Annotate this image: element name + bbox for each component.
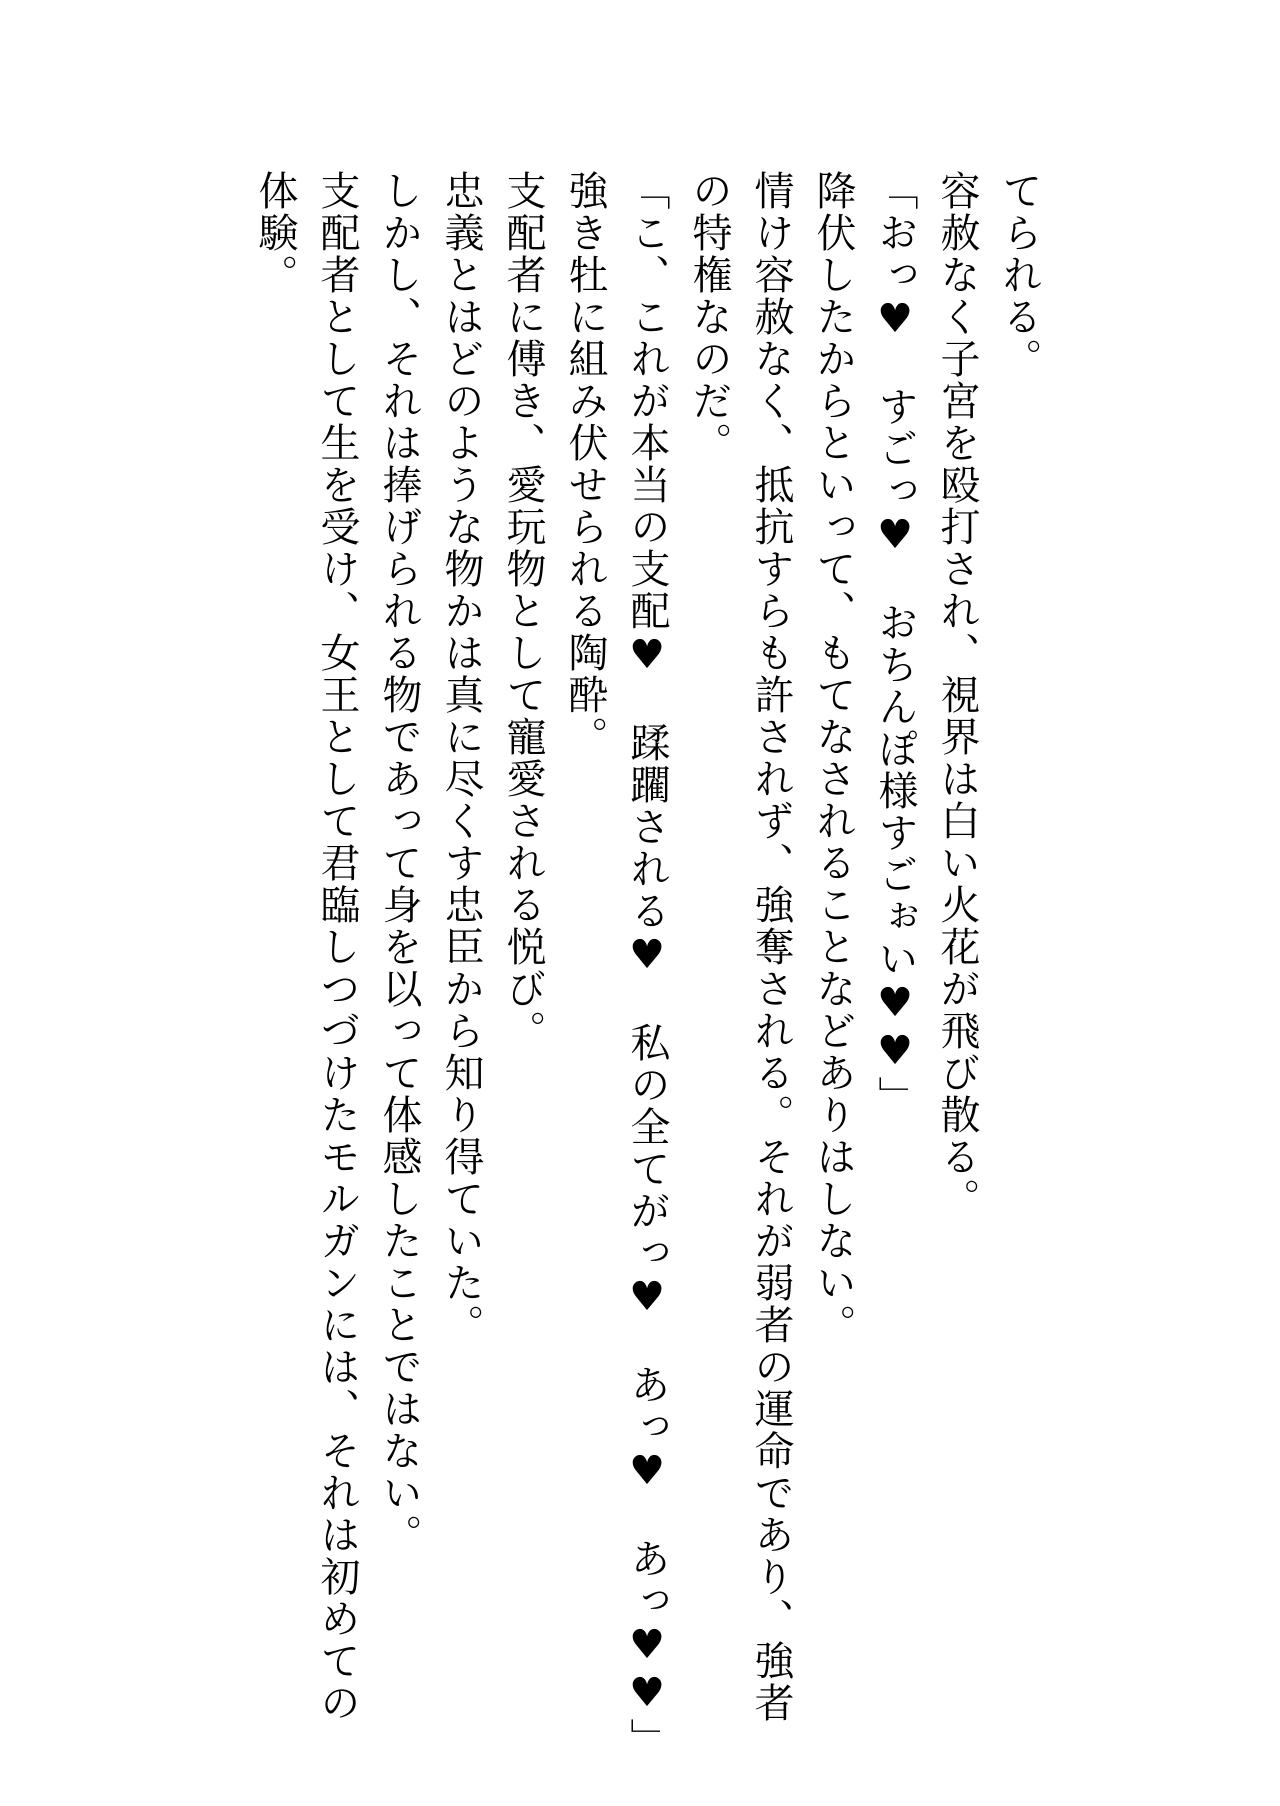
text-line: 降伏したからといって、もてなされることなどありはしない。 — [810, 170, 856, 1346]
text-line: 容赦なく子宮を殴打され、視界は白い火花が飛び散る。 — [934, 170, 980, 1220]
text-line: てられる。 — [996, 170, 1042, 380]
text-line: 「おっ♥ すごっ♥ おちんぽ様すごぉい♥♥」 — [872, 170, 918, 1118]
text-line: 支配者に傅き、愛玩物として寵愛される悦び。 — [500, 170, 546, 1052]
text-line: の特権なのだ。 — [686, 170, 732, 464]
vertical-text-block — [244, 170, 1050, 1760]
text-line: 忠義とはどのような物かは真に尽くす忠臣から知り得ていた。 — [438, 170, 484, 1346]
text-line: 情け容赦なく、抵抗すらも許されず、強奪される。それが弱者の運命であり、強者 — [748, 170, 794, 1724]
text-line: 体験。 — [252, 170, 298, 296]
text-line: 支配者として生を受け、女王として君臨しつづけたモルガンには、それは初めての — [314, 170, 360, 1724]
text-line: 「こ、これが本当の支配♥ 蹂躙される♥ 私の全てがっ♥ あっ♥ あっ♥♥」 — [624, 170, 670, 1760]
text-line: 強き牡に組み伏せられる陶酔。 — [562, 170, 608, 758]
text-line: しかし、それは捧げられる物であって身を以って体感したことではない。 — [376, 170, 422, 1556]
